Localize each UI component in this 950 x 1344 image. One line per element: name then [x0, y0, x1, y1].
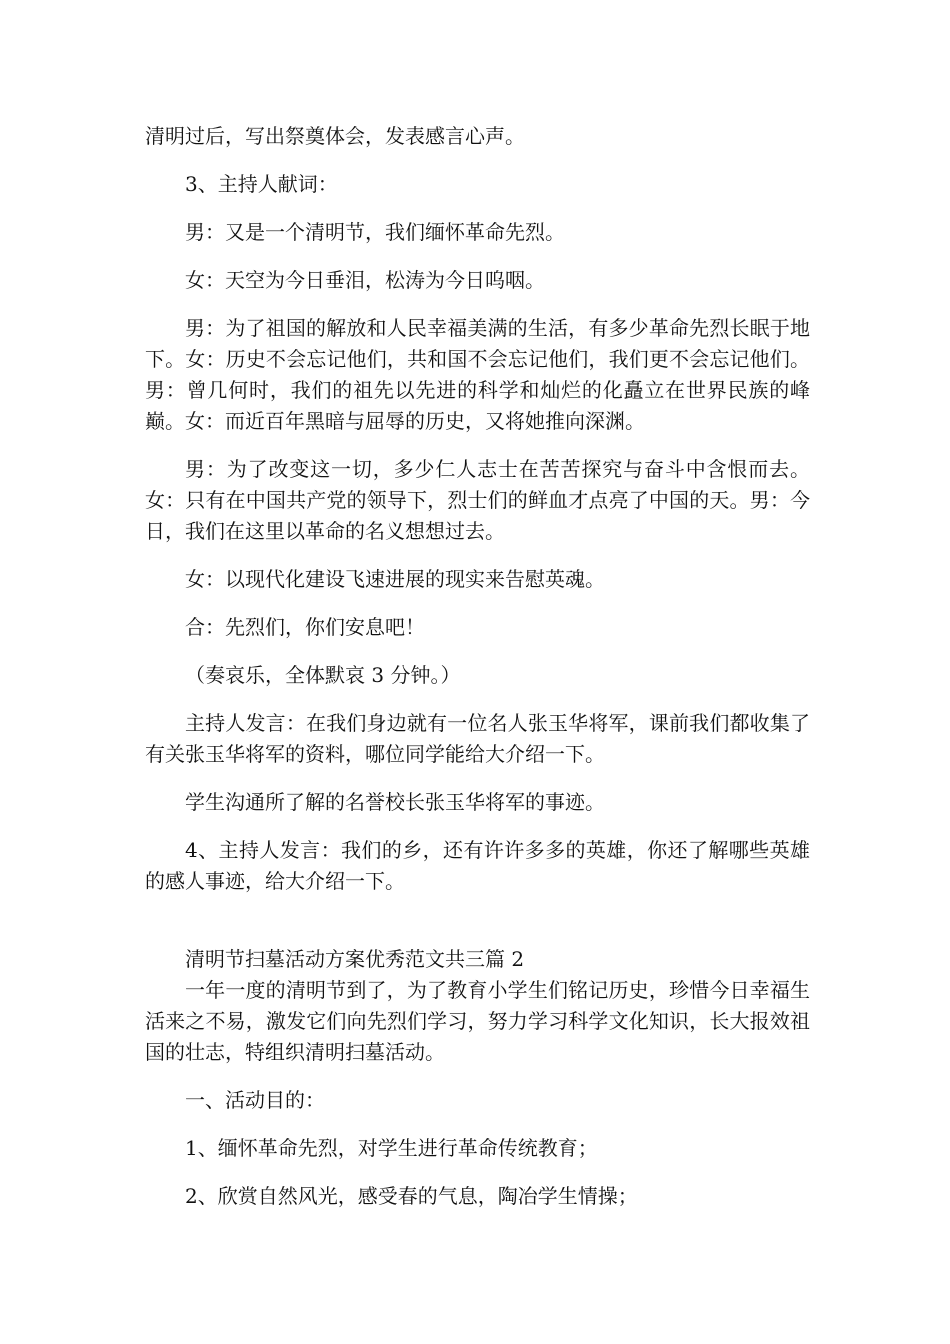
paragraph: 学生沟通所了解的名誉校长张玉华将军的事迹。	[185, 790, 605, 814]
paragraph: 一年一度的清明节到了，为了教育小学生们铭记历史，珍惜今日幸福生活来之不易，激发它们向先烈们学习，努力学习科学文化知识，长大报效祖国的壮志，特组织清明扫墓活动。	[145, 978, 810, 1064]
section-title: 清明节扫墓活动方案优秀范文共三篇 2	[185, 947, 525, 971]
paragraph: 一、活动目的：	[185, 1088, 325, 1112]
paragraph: 主持人发言：在我们身边就有一位名人张玉华将军，课前我们都收集了有关张玉华将军的资料，哪位同学能给大介绍一下。	[145, 711, 810, 766]
paragraph: （奏哀乐，全体默哀 3 分钟。）	[185, 663, 461, 687]
paragraph: 合：先烈们，你们安息吧！	[185, 615, 425, 639]
paragraph: 女：天空为今日垂泪，松涛为今日呜咽。	[185, 268, 545, 292]
paragraph: 女：以现代化建设飞速进展的现实来告慰英魂。	[185, 567, 605, 591]
paragraph: 3、主持人献词：	[185, 172, 338, 196]
paragraph: 2、欣赏自然风光，感受春的气息，陶冶学生情操；	[185, 1184, 638, 1208]
paragraph: 男：为了改变这一切，多少仁人志士在苦苦探究与奋斗中含恨而去。女：只有在中国共产党的领导下，烈士们的鲜血才点亮了中国的天。男：今日，我们在这里以革命的名义想想过去。	[145, 457, 810, 543]
paragraph: 男：又是一个清明节，我们缅怀革命先烈。	[185, 220, 565, 244]
paragraph: 清明过后，写出祭奠体会，发表感言心声。	[145, 124, 525, 148]
paragraph: 1、缅怀革命先烈，对学生进行革命传统教育；	[185, 1136, 598, 1160]
document-body	[145, 121, 810, 1212]
paragraph: 4、主持人发言：我们的乡，还有许许多多的英雄，你还了解哪些英雄的感人事迹，给大介绍一下。	[145, 838, 810, 893]
paragraph: 男：为了祖国的解放和人民幸福美满的生活，有多少革命先烈长眠于地下。女：历史不会忘记他们，共和国不会忘记他们，我们更不会忘记他们。男：曾几何时，我们的祖先以先进的科学和灿烂的化矗立在世界民族的峰巅。女：而近百年黑暗与屈辱的历史，又将她推向深渊。	[145, 316, 810, 433]
